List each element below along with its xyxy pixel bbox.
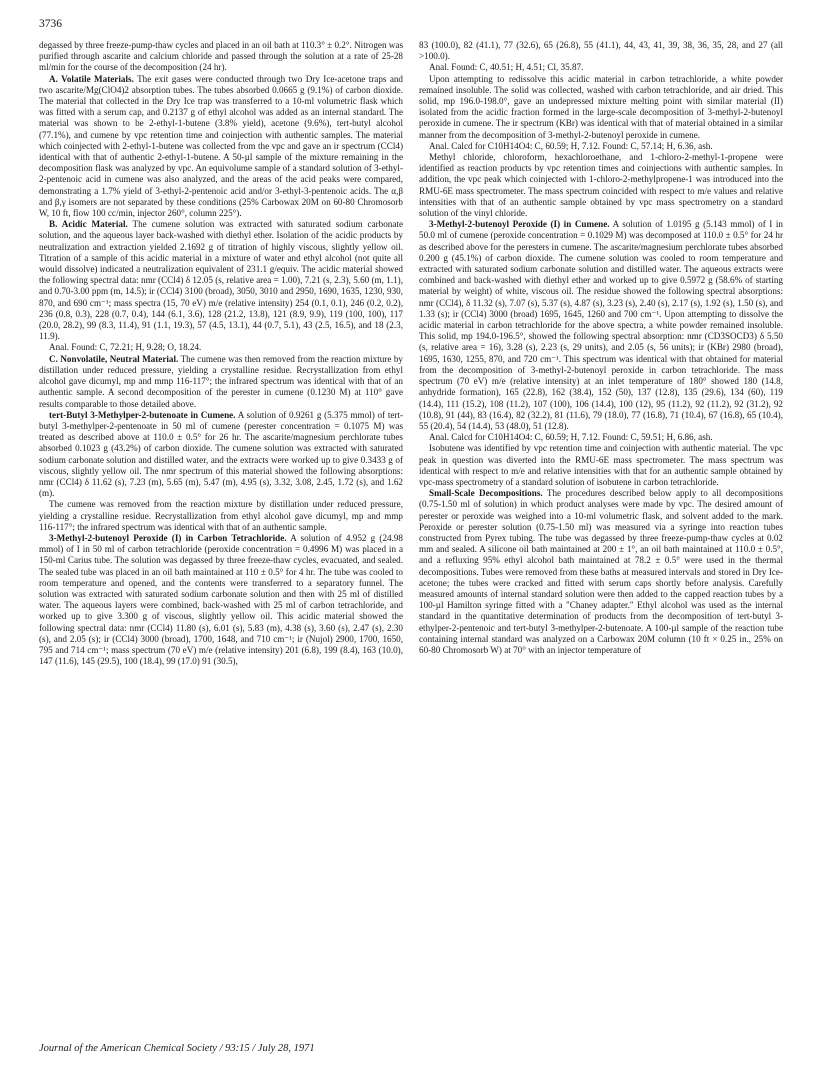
paragraph (419, 152, 783, 219)
paragraph-text: Isobutene was identified by vpc retention time and coinjection with authentic material. The vpc peak in question was diverted into the RMU-6E mass spectrometer. The mass spectrum was identical with respect to m/e and relative intensities with that for an authentic sample obtained by vpc-mass spectrometry of a standard solution of isobutene in carbon tetrachloride. (419, 443, 783, 487)
paragraph (39, 410, 403, 500)
paragraph (39, 354, 403, 410)
run-in-heading: C. Nonvolatile, Neutral Material. (49, 353, 179, 364)
paragraph (39, 499, 403, 533)
paragraph (39, 342, 403, 353)
paragraph-text: degassed by three freeze-pump-thaw cycles and placed in an oil bath at 110.3° ± 0.2°. Nitrogen was purified through ascarite and calcium chloride and passed through the solution at a rate of 25-28 ml/min for the course of the decomposition (24 hr). (39, 40, 403, 73)
paragraph-text: Anal. Calcd for C10H14O4: C, 60.59; H, 7.12. Found: C, 59.51; H, 6.86, ash. (429, 432, 713, 443)
paragraph-text: Anal. Found: C, 40.51; H, 4.51; Cl, 35.87. (429, 62, 584, 73)
paragraph-text: 83 (100.0), 82 (41.1), 77 (32.6), 65 (26.8), 55 (41.1), 44, 43, 41, 39, 38, 36, 35, 28, and 27 (all >100.0). (419, 40, 783, 62)
paragraph (419, 219, 783, 432)
run-in-heading: 3-Methyl-2-butenoyl Peroxide (I) in Cumene. (429, 219, 610, 230)
paragraph-text: A solution of 1.0195 g (5.143 mmol) of I in 50.0 ml of cumene (peroxide concentration = 0.1029 M) was decomposed at 110.0 ± 0.5° for 24 hr as described above for the peresters in cumene. The ascarite/magnesium perchlorate tubes absorbed 0.200 g (45.1%) of carbon dioxide. The cumene solution was cooled to room temperature and extracted with saturated sodium carbonate solution and distilled water. The aqueous extracts were combined and back-washed with diethyl ether and worked up to give 0.5972 g (58.6% of starting material by weight) of white, viscous oil. The residue showed the following spectral absorptions: nmr (CCl4), δ 11.32 (s), 7.07 (s), 5.37 (s), 4.87 (s), 3.23 (s), 2.40 (s), 2.17 (s), 1.92 (s), 1.50 (s), and 1.33 (s); ir (CCl4) 3000 (broad) 1695, 1645, 1260 and 700 cm⁻¹. Upon attempting to dissolve the acidic material in carbon tetrachloride for the above spectra, a white powder remained insoluble. This solid, mp 194.0-196.5°, showed the following spectral absorption: nmr (CD3SOCD3) δ 5.50 (s, relative area = 16), 3.28 (s), 2.23 (s, 29 units), and 2.05 (s, 56 units); ir (KBr) 2980 (broad), 1695, 1630, 1255, 870, and 720 cm⁻¹. This spectrum was identical with that obtained for material from the decomposition of 3-methyl-2-butenoyl peroxide in carbon tetrachloride. The mass spectrum (70 eV) m/e (relative intensity) at an inlet temperature of 180° showed 180 (14.8, anhydride formation), 165 (22.8), 162 (38.4), 152 (50), 137 (12.8), 135 (29.6), 134 (60), 119 (14.4), 111 (15.2), 108 (11.2), 107 (100), 106 (14.4), 100 (12), 95 (11.2), 92 (11.2), 92 (31.2), 92 (10.8), 91 (44), 83 (16.4), 82 (32.2), 81 (11.6), 79 (18.0), 77 (16.8), 71 (10.4), 67 (16.8), 65 (10.4), 55 (20.4), 54 (14.4), 53 (48.0), 51 (12.8). (419, 219, 783, 431)
paragraph-text: The exit gases were conducted through two Dry Ice-acetone traps and two ascarite/Mg(ClO4)2 absorption tubes. The tubes absorbed 0.0665 g (9.1%) of carbon dioxide. The material that collected in the Dry Ice trap was transferred to a 10-ml volumetric flask which was fitted with a serum cap, and 0.2137 g of ethyl alcohol was added as an internal standard. The material was shown to be 2-ethyl-1-butene (3.8% yield), acetone (9.6%), tert-butyl alcohol (77.1%), and cumene by vpc retention time and coinjection with authentic samples. The material which coinjected with 2-ethyl-1-butene was collected from the vpc and gave an ir spectrum (CCl4) identical with that of authentic 2-ethyl-1-butene. A 50-µl sample of the mixture remaining in the decomposition flask was analyzed by vpc. An equivolume sample of a standard solution of 3-ethyl-2-pentenoic acid in cumene was also analyzed, and the areas of the acid peaks were compared, demonstrating a 1.7% yield of 3-ethyl-2-pentenoic acid and/or 3-ethyl-3-pentenoic acids. The α,β and β,γ isomers are not separated by these conditions (25% Carbowax 20M on 60-80 Chromosorb W, 10 ft, flow 100 cc/min, injector 260°, column 225°). (39, 73, 403, 219)
paragraph-text: The cumene was removed from the reaction mixture by distillation under reduced pressure, yielding a crystalline residue. Recrystallization from ethyl alcohol gave dicumyl, mp and mmp 116-117°; the infrared spectrum was identical with that of an authentic sample. (39, 499, 403, 532)
run-in-heading: A. Volatile Materials. (49, 73, 134, 84)
paragraph-text: Upon attempting to redissolve this acidic material in carbon tetrachloride, a white powder remained insoluble. The solid was collected, washed with carbon tetrachloride, and air dried. This solid, mp 196.0-198.0°, gave an undepressed mixture melting point with similar material (II) isolated from the acidic fraction formed in the large-scale decomposition of 3-methyl-2-butenoyl peroxide in cumene. The ir spectrum (KBr) was identical with that of material obtained in a similar manner from the decomposition of 3-methyl-2-butenoyl peroxide in cumene. (419, 73, 783, 140)
paragraph-text: A solution of 0.9261 g (5.375 mmol) of tert-butyl 3-methylper-2-pentenoate in 50 ml of cumene (perester concentration = 0.1075 M) was treated as described above at 110.0 ± 0.5° for 26 hr. The ascarite/magnesium perchlorate tubes absorbed 0.1023 g (43.2%) of carbon dioxide. The cumene solution was extracted with saturated sodium carbonate solution and distilled water, and the extracts were worked up to give 0.3433 g of viscous, slightly yellow oil. The nmr spectrum of this material showed the following absorptions: nmr (CCl4) δ 11.62 (s), 7.23 (m), 5.65 (m), 5.47 (m), 4.95 (s), 3.32, 3.08, 2.45, 1.72 (s), and 1.62 (m). (39, 409, 404, 499)
paragraph (419, 443, 783, 488)
paragraph (419, 40, 783, 62)
left-column (39, 40, 403, 667)
journal-footer: Journal of the American Chemical Society / 93:15 / July 28, 1971 (39, 1043, 315, 1054)
paragraph-text: The cumene solution was extracted with saturated sodium carbonate solution, and the aqueous layer back-washed with diethyl ether. Isolation of the acidic products by neutralization and extraction yielded 2.1692 g of titration of highly viscous, slightly yellow oil. Titration of a sample of this acidic material in a mixture of water and ethyl alcohol (not quite all would dissolve) indicated a neutralization equivalent of 231.1 g/equiv. The acidic material showed the following spectral data: nmr (CCl4) δ 12.05 (s, relative area = 1.00), 7.21 (s, 2.3), 5.60 (m, 1.1), and 0.70-3.00 ppm (m, 14.5); ir (CCl4) 3100 (broad), 3050, 3010 and 2950, 1690, 1635, 1230, 930, 870, and 690 cm⁻¹; mass spectra (15, 70 eV) m/e (relative intensity) 254 (0.1, 0.1), 246 (0.2, 0.2), 236 (0.8, 0.3), 228 (0.7, 0.4), 144 (6.1, 3.6), 128 (21.2, 13.8), 121 (8.9, 9.9), 119 (100, 100), 117 (20.0, 28.2), 99 (8.3, 11.4), 91 (1.1, 19.3), 57 (4.5, 13.1), 44 (0.7, 5.1), 43 (2.5, 16.5), and 18 (2.3, 11.9). (39, 219, 403, 342)
paragraph-text: The procedures described below apply to all decompositions (0.75-1.50 ml of solution) in which product analyses were made by vpc. The desired amount of perester or peroxide was weighed into a 10-ml volumetric flask, and solvent added to the mark. Peroxide or perester solution (0.75-1.50 ml) was measured via a syringe into reaction tubes constructed from Pyrex tubing. The tube was degassed by three freeze-pump-thaw cycles at 0.02 mm and sealed. A silicone oil bath maintained at 200 ± 1°, an oil bath maintained at 110.0 ± 0.5°, and a refluxing 95% ethyl alcohol bath maintained at 78.2 ± 0.5° were used in the thermal decompositions. Tubes were removed from these baths at measured intervals and stored in Dry Ice-acetone; the tubes were cracked and fitted with serum caps shortly before analysis. Carefully measured amounts of internal standard solution were then added to the capped reaction tubes by a 100-µl Hamilton syringe fitted with a "Chaney adapter." Ethyl alcohol was used as the internal standard in the quantitative determination of products from the decomposition of tert-butyl 3-ethylper-2-pentenoic and tert-butyl 3-methylper-2-butenoate. A 100-µl sample of the reaction tube containing internal standard was analyzed on a Carbowax 20M column (10 ft × 0.25 in., 25% on 60-80 Chromosorb W) at 70° with an injector temperature of (419, 488, 783, 655)
paragraph-text: Anal. Found: C, 72.21; H, 9.28; O, 18.24. (49, 342, 202, 353)
paragraph (39, 219, 403, 342)
right-column (419, 40, 783, 656)
paragraph (419, 141, 783, 152)
run-in-heading: B. Acidic Material. (49, 219, 128, 230)
run-in-heading: Small-Scale Decompositions. (429, 488, 543, 499)
paragraph-text: Anal. Calcd for C10H14O4: C, 60.59; H, 7.12. Found: C, 57.14; H, 6.36, ash. (429, 140, 713, 151)
paragraph (419, 432, 783, 443)
paragraph (39, 533, 403, 667)
paragraph (39, 40, 403, 74)
paragraph (419, 62, 783, 73)
paragraph (39, 74, 403, 220)
paragraph-text: Methyl chloride, chloroform, hexachloroethane, and 1-chloro-2-methyl-1-propene were identified as reaction products by vpc retention times and coinjections with authentic samples. In addition, the vpc peak which coinjected with 1-chloro-2-methylpropene-1 was introduced into the RMU-6E mass spectrometer. The mass spectrum coincided with respect to m/e values and relative intensities with that of an authentic sample obtained by vpc mass spectrometry on a standard solution of the vinyl chloride. (419, 152, 783, 219)
page-number: 3736 (39, 18, 62, 30)
run-in-heading: tert-Butyl 3-Methylper-2-butenoate in Cumene. (49, 409, 236, 420)
paragraph (419, 74, 783, 141)
paragraph-text: A solution of 4.952 g (24.98 mmol) of I in 50 ml of carbon tetrachloride (peroxide concentration = 0.4996 M) was placed in a 150-ml Carius tube. The solution was degassed by three freeze-thaw cycles, evacuated, and sealed. The sealed tube was placed in an oil bath maintained at 110 ± 0.5° for 4 hr. The tube was cooled to room temperature and opened, and the contents were transferred to a separatory funnel. The solution was extracted with saturated sodium carbonate solution and then with 25 ml of distilled water. The aqueous layers were combined, back-washed with 25 ml of carbon tetrachloride, and worked up to give 3.300 g of viscous, slightly yellow oil. This acidic material showed the following spectral data: nmr (CCl4) 11.80 (s), 6.01 (s), 5.83 (m), 4.38 (s), 3.60 (s), 2.47 (s), 2.30 (s), and 2.05 (s); ir (CCl4) 3000 (broad), 1700, 1648, and 710 cm⁻¹; ir (Nujol) 2900, 1700, 1650, 795 and 714 cm⁻¹; mass spectrum (70 eV) m/e (relative intensity) 201 (6.8), 199 (8.4), 163 (10.0), 147 (11.6), 145 (29.5), 100 (18.4), 99 (17.0) 91 (30.5), (39, 532, 403, 667)
run-in-heading: 3-Methyl-2-butenoyl Peroxide (I) in Carbon Tetrachloride. (49, 532, 287, 543)
paragraph (419, 488, 783, 656)
paragraph-text: The cumene was then removed from the reaction mixture by distillation under reduced pressure, yielding a crystalline residue. Recrystallization from ethyl alcohol gave dicumyl, mp and mmp 116-117°; the infrared spectrum was identical with that of an authentic sample. A second decomposition of the perester in cumene (0.1230 M) at 110° gave results comparable to those detailed above. (39, 353, 403, 409)
